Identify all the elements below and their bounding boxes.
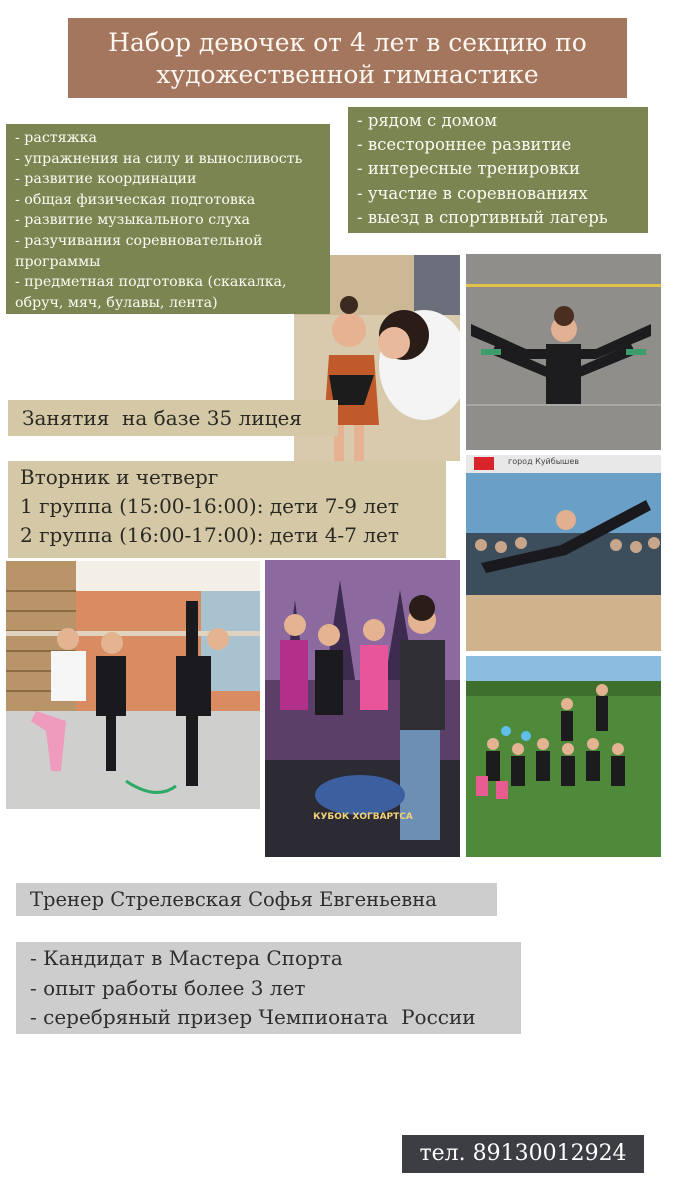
phone-number[interactable]: тел. 89130012924 [402, 1135, 644, 1173]
coach-name: Тренер Стрелевская Софья Евгеньевна [16, 883, 497, 916]
list-item: - развитие музыкального слуха [15, 212, 250, 229]
coach-achievements [16, 942, 521, 1034]
benefits-list [348, 107, 648, 233]
list-item: - общая физическая подготовка [15, 191, 256, 208]
list-item: - растяжка [15, 130, 97, 146]
location-label: Занятия на базе 35 лицея [8, 400, 338, 436]
list-item: - рядом с домом [357, 111, 498, 130]
photo-medal-winners [265, 560, 460, 857]
list-item: - всестороннее развитие [357, 135, 572, 155]
training-list [6, 124, 330, 314]
list-item: - упражнения на силу и выносливость [15, 150, 303, 167]
title-line-2: художественной гимнастике [156, 60, 539, 89]
photo-split-on-floor [466, 254, 661, 450]
achievement-item: - серебряный призер Чемпионата России [30, 1005, 476, 1029]
list-item: - предметная подготовка (скакалка, обруч, мяч, булавы, лента) [15, 274, 287, 311]
photo-gym-jump [466, 455, 661, 651]
achievement-item: - Кандидат в Мастера Спорта [30, 946, 343, 970]
schedule-group-1: 1 группа (15:00-16:00): дети 7-9 лет [20, 494, 399, 518]
sign-text: город Куйбышев [508, 457, 579, 466]
schedule-days: Вторник и четверг [20, 465, 219, 489]
title-line-1: Набор девочек от 4 лет в секцию по [108, 28, 587, 57]
page-title [68, 18, 627, 98]
schedule-block [8, 461, 446, 558]
photo-outdoor-group [466, 656, 661, 857]
photo-ballet-barre [6, 561, 260, 809]
achievement-item: - опыт работы более 3 лет [30, 975, 306, 1000]
banner-text: КУБОК ХОГВАРТСА [313, 812, 413, 822]
list-item: - разучивания соревновательной программы [15, 232, 263, 270]
list-item: - развитие координации [15, 171, 197, 188]
list-item: - выезд в спортивный лагерь [357, 207, 608, 227]
schedule-group-2: 2 группа (16:00-17:00): дети 4-7 лет [20, 523, 399, 547]
list-item: - участие в соревнованиях [357, 183, 588, 203]
list-item: - интересные тренировки [357, 159, 580, 179]
